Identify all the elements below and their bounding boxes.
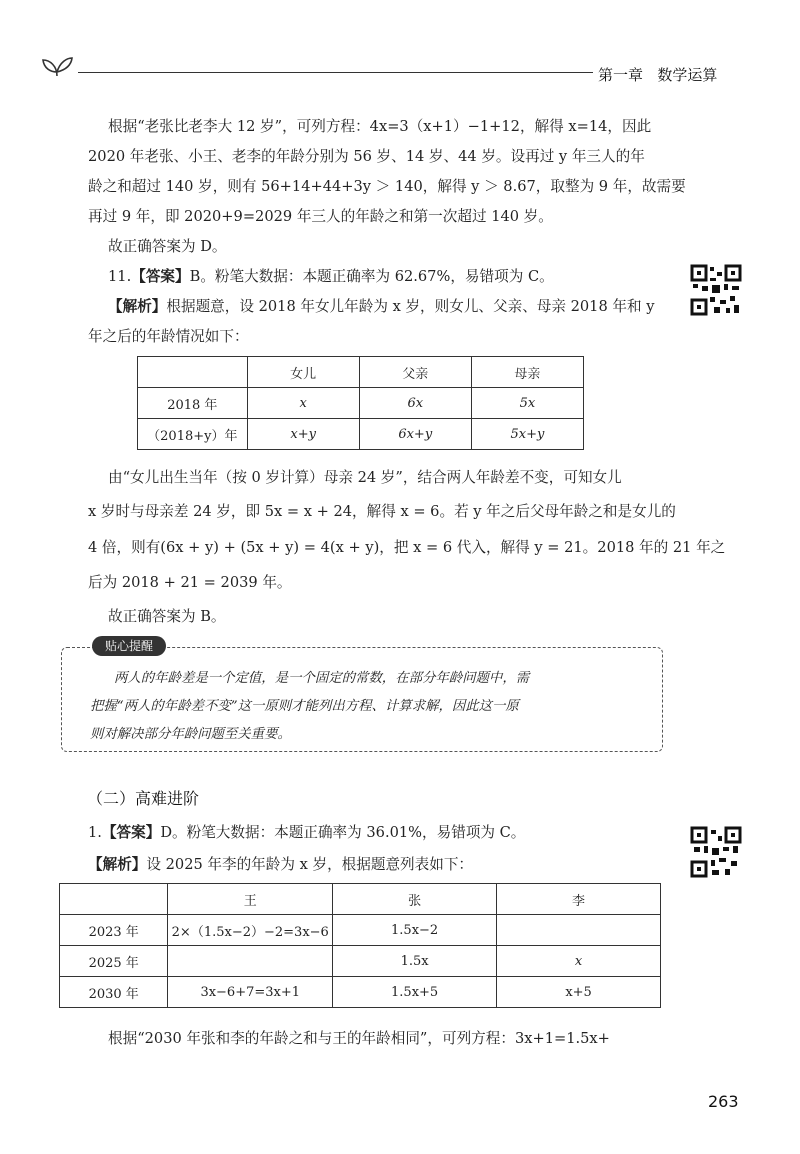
table-cell: 2023 年 (60, 915, 168, 946)
table-cell: 3x−6+7=3x+1 (168, 977, 333, 1008)
q11-answer-label: 【答案】 (131, 268, 190, 285)
chapter-label: 第一章 (598, 66, 644, 84)
last-line: 根据“2030 年张和李的年龄之和与王的年龄相同”，可列方程：3x+1=1.5x+ (108, 1030, 610, 1047)
section-label: 数学运算 (657, 66, 718, 84)
qr-code-icon (690, 264, 742, 316)
answer-b-line: 故正确答案为 B。 (108, 608, 226, 625)
table-cell: x (497, 946, 661, 977)
para1-line1: 根据“老张比老李大 12 岁”，可列方程：4x=3（x+1）−1+12，解得 x=14，因此 (108, 118, 652, 135)
table-cell: 1.5x−2 (333, 915, 497, 946)
table-cell (138, 357, 248, 388)
table-cell: 2018 年 (138, 388, 248, 419)
para2-line2: x 岁时与母亲差 24 岁，即 5x = x + 24，解得 x = 6。若 y 年之后父母年龄之和是女儿的 (88, 503, 676, 520)
table-cell: 2×（1.5x−2）−2=3x−6 (168, 915, 333, 946)
para2-line4: 后为 2018 + 21 = 2039 年。 (88, 574, 292, 591)
age-table-2 (59, 883, 661, 1008)
q11-number: 11. (108, 268, 132, 285)
table-row (138, 419, 584, 450)
table-cell: x+y (247, 419, 359, 450)
tip-tag: 贴心提醒 (92, 636, 166, 656)
table-row (138, 357, 584, 388)
chapter-header (598, 64, 717, 85)
para1-line4: 再过 9 年，即 2020+9=2029 年三人的年龄之和第一次超过 140 岁。 (88, 208, 553, 225)
q1-analysis-label: 【解析】 (88, 856, 147, 873)
table-cell (497, 915, 661, 946)
table-header-cell: 父亲 (359, 357, 471, 388)
table-cell: 2030 年 (60, 977, 168, 1008)
tip-line-2: 把握“两人的年龄差不变”这一原则才能列出方程、计算求解，因此这一原 (90, 699, 519, 714)
leaf-icon (40, 48, 74, 80)
table-cell: 5x+y (471, 419, 583, 450)
table-cell: （2018+y）年 (138, 419, 248, 450)
table-row (60, 884, 661, 915)
table-cell (60, 884, 168, 915)
para2-line1: 由“女儿出生当年（按 0 岁计算）母亲 24 岁”，结合两人年龄差不变，可知女儿 (108, 469, 622, 486)
page-number: 263 (708, 1092, 739, 1111)
table-cell (168, 946, 333, 977)
table-header-cell: 张 (333, 884, 497, 915)
table-cell: 1.5x (333, 946, 497, 977)
table-header-cell: 女儿 (247, 357, 359, 388)
para1-line3: 龄之和超过 140 岁，则有 56+14+44+3y ＞ 140，解得 y ＞ 8.67，取整为 9 年，故需要 (88, 178, 686, 195)
table-header-cell: 李 (497, 884, 661, 915)
table-cell: 5x (471, 388, 583, 419)
table-row (60, 946, 661, 977)
table-header-cell: 王 (168, 884, 333, 915)
answer-d-line: 故正确答案为 D。 (108, 238, 227, 255)
q1-number: 1. (88, 824, 102, 841)
q11-analysis-line2: 年之后的年龄情况如下： (88, 328, 249, 345)
q11-analysis-line1 (108, 298, 680, 316)
tip-line-3: 则对解决部分年龄问题至关重要。 (90, 727, 291, 742)
tip-line-1: 两人的年龄差是一个定值，是一个固定的常数，在部分年龄问题中，需 (114, 671, 530, 686)
table-cell: 1.5x+5 (333, 977, 497, 1008)
table-cell: x+5 (497, 977, 661, 1008)
q11-answer-text: B。粉笔大数据：本题正确率为 62.67%，易错项为 C。 (189, 268, 554, 285)
q1-answer-text: D。粉笔大数据：本题正确率为 36.01%，易错项为 C。 (160, 824, 526, 841)
table-row (138, 388, 584, 419)
para2-line3: 4 倍，则有(6x + y) + (5x + y) = 4(x + y)，把 x = 6 代入，解得 y = 21。2018 年的 21 年之 (88, 539, 726, 556)
table-header-cell: 母亲 (471, 357, 583, 388)
q11-analysis-label: 【解析】 (108, 298, 167, 315)
q1-answer-line (88, 824, 660, 842)
qr-code-icon (690, 826, 742, 878)
table-row (60, 977, 661, 1008)
table-row (60, 915, 661, 946)
table-cell: x (247, 388, 359, 419)
q1-analysis-text: 设 2025 年李的年龄为 x 岁，根据题意列表如下： (146, 856, 474, 873)
table-cell: 2025 年 (60, 946, 168, 977)
header-rule (78, 72, 593, 73)
q1-answer-label: 【答案】 (101, 824, 161, 841)
section-title: （二）高难进阶 (87, 789, 200, 808)
table-cell: 6x (359, 388, 471, 419)
q11-analysis-text: 根据题意，设 2018 年女儿年龄为 x 岁，则女儿、父亲、母亲 2018 年和 y (166, 298, 655, 315)
age-table-1 (137, 356, 584, 450)
table-cell: 6x+y (359, 419, 471, 450)
q1-analysis-line (88, 856, 660, 874)
para1-line2: 2020 年老张、小王、老李的年龄分别为 56 岁、14 岁、44 岁。设再过 y 年三人的年 (88, 148, 645, 165)
q11-answer-line (108, 268, 680, 286)
